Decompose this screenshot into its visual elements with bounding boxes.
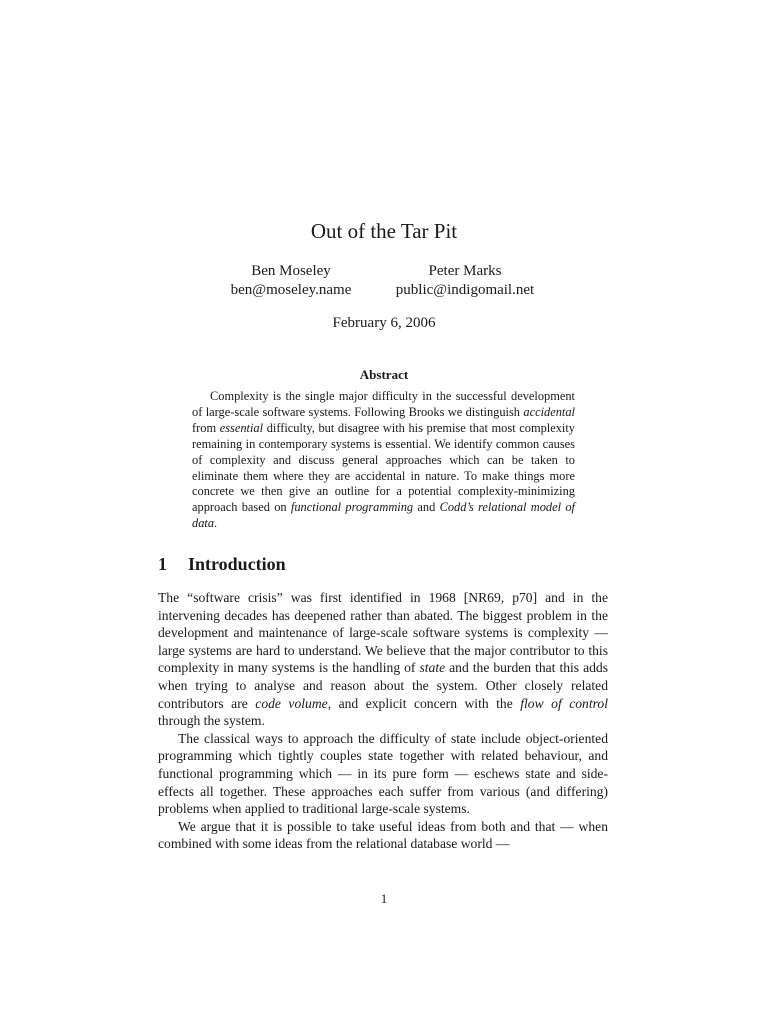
author-name: Ben Moseley: [251, 263, 331, 279]
paragraph-text: and the burden that this adds when trying to analyse and reason about the system. Other closely related contributors are: [158, 660, 608, 711]
abstract-text: .: [214, 516, 218, 531]
abstract-text: from: [192, 420, 220, 435]
emphasis-code-volume: code volume: [255, 695, 328, 711]
abstract-text: Complexity is the single major difficulty in the successful development of large-scale software systems. Following Brooks we distinguish: [192, 389, 575, 419]
emphasis-state: state: [419, 660, 446, 676]
paper-date: February 6, 2006: [332, 315, 436, 331]
paragraph-3: [158, 818, 608, 853]
abstract-emphasis-essential: essential: [219, 420, 264, 435]
author-block-2: [355, 262, 575, 300]
abstract-text: and: [413, 500, 440, 515]
author-email: public@indigomail.net: [395, 282, 535, 298]
paragraph-text: The classical ways to approach the difficulty of state include object-oriented programming which tightly couples state together with related behaviour, and functional programming which — in its pure form — eschews state and side-effects all together. These approaches each suffer from various (and differing) problems when applied to traditional large-scale systems.: [158, 730, 608, 817]
paragraph-text: , and explicit concern with the: [327, 695, 521, 711]
paragraph-2: [158, 730, 608, 818]
paragraph-1: [158, 589, 608, 730]
abstract-emphasis-functional-programming: functional programming: [290, 500, 414, 515]
section-number: 1: [158, 554, 167, 574]
paragraph-text: The “software crisis” was first identified in 1968 [NR69, p70] and in the intervening decades has deepened rather than abated. The biggest problem in the development and maintenance of large-scale software systems is complexity — large systems are hard to understand. We believe that the major contributor to this complexity in many systems is the handling of: [158, 590, 608, 676]
abstract-body: [192, 389, 575, 532]
page-number: 1: [380, 891, 388, 906]
section-heading: [158, 552, 286, 576]
abstract-emphasis-relational-model: Codd’s relational model of data: [192, 500, 575, 531]
abstract-heading: Abstract: [359, 367, 409, 382]
author-block-1: [210, 262, 372, 300]
paper-title: Out of the Tar Pit: [310, 219, 458, 243]
paragraph-text: through the system.: [158, 713, 265, 729]
paragraph-text: We argue that it is possible to take useful ideas from both and that — when combined with some ideas from the relational database world —: [158, 818, 608, 852]
author-email: ben@moseley.name: [230, 282, 352, 298]
abstract-text: difficulty, but disagree with his premise that most complexity remaining in contemporary systems is essential. We identify common causes of complexity and discuss general approaches which can be taken to eliminate them where they are accidental in nature. To make things more concrete we then give an outline for a potential complexity-minimizing approach based on: [192, 420, 575, 515]
section-body: [158, 589, 608, 853]
author-name: Peter Marks: [428, 263, 502, 279]
emphasis-flow-of-control: flow of control: [520, 695, 608, 711]
abstract-emphasis-accidental: accidental: [523, 404, 575, 419]
section-title: Introduction: [188, 554, 286, 574]
